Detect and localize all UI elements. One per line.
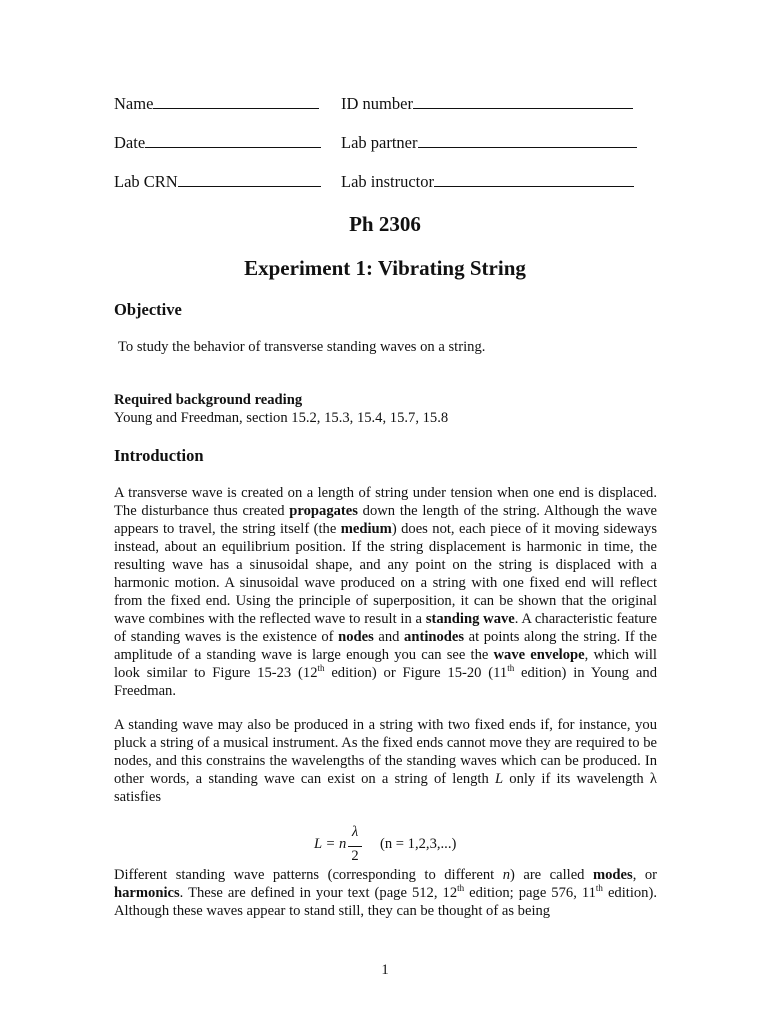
lab-instructor-line[interactable] xyxy=(434,172,634,187)
lab-partner-label: Lab partner xyxy=(341,133,418,152)
date-line[interactable] xyxy=(145,133,321,148)
course-title: Ph 2306 xyxy=(349,212,421,236)
equation-denominator: 2 xyxy=(351,848,359,864)
date-field[interactable] xyxy=(114,133,321,153)
intro-paragraph-1: A transverse wave is created on a length of string under tension when one end is displaced. The disturbance thus created propagates down the length of the string. Although the wave appears to travel, the string itself (the medium) does not, each piece of it moving sideways instead, about an equilibrium position. If the string displacement is harmonic in time, the resulting wave has a sinusoidal shape, and any point on the string is displaced with a harmonic motion. A sinusoidal wave produced on a string with one fixed end will reflect from the fixed end. Using the principle of superposition, it can be shown that the original wave combines with the reflected wave to result in a standing wave. A characteristic feature of standing waves is the existence of nodes and antinodes at points along the string. If the amplitude of a standing wave is large enough you can see the wave envelope, which will look similar to Figure 15-23 (12th edition) or Figure 15-20 (11th edition) in Young and Freedman. xyxy=(114,485,658,699)
equation-lhs: L = n xyxy=(314,836,347,852)
intro-paragraph-2: A standing wave may also be produced in a string with two fixed ends if, for instance, you pluck a string of a musical instrument. As the fixed ends cannot move they are required to be nodes, and this constrains the wavelengths of the standing waves which can be produced. In other words, a standing wave can exist on a string of length L only if its wavelength λ satisfies xyxy=(114,717,657,805)
lab-instructor-label: Lab instructor xyxy=(341,172,435,191)
background-heading: Required background reading xyxy=(114,392,303,408)
introduction-heading: Introduction xyxy=(114,446,204,465)
id-number-field[interactable] xyxy=(341,94,633,114)
name-field[interactable] xyxy=(114,94,319,114)
lab-crn-line[interactable] xyxy=(178,172,321,187)
experiment-title: Experiment 1: Vibrating String xyxy=(244,256,526,280)
lab-crn-field[interactable] xyxy=(114,172,321,192)
lab-crn-label: Lab CRN xyxy=(114,172,178,191)
page-number: 1 xyxy=(381,962,389,978)
lab-instructor-field[interactable] xyxy=(341,172,634,192)
name-label: Name xyxy=(114,94,154,113)
name-line[interactable] xyxy=(153,94,319,109)
id-number-label: ID number xyxy=(341,94,413,113)
lab-partner-line[interactable] xyxy=(418,133,637,148)
lab-partner-field[interactable] xyxy=(341,133,637,153)
objective-heading: Objective xyxy=(114,300,182,319)
id-number-line[interactable] xyxy=(413,94,633,109)
intro-paragraph-3: Different standing wave patterns (corresponding to different n) are called modes, or harmonics. These are defined in your text (page 512, 12th edition; page 576, 11th edition). Although these waves appear to stand still, they can be thought of as being xyxy=(114,867,657,919)
fraction-bar xyxy=(348,846,362,847)
date-label: Date xyxy=(114,133,146,152)
equation-condition: (n = 1,2,3,...) xyxy=(380,836,457,852)
equation-numerator: λ xyxy=(351,824,359,840)
background-text: Young and Freedman, section 15.2, 15.3, 15.4, 15.7, 15.8 xyxy=(114,410,449,426)
objective-text: To study the behavior of transverse standing waves on a string. xyxy=(118,339,486,355)
